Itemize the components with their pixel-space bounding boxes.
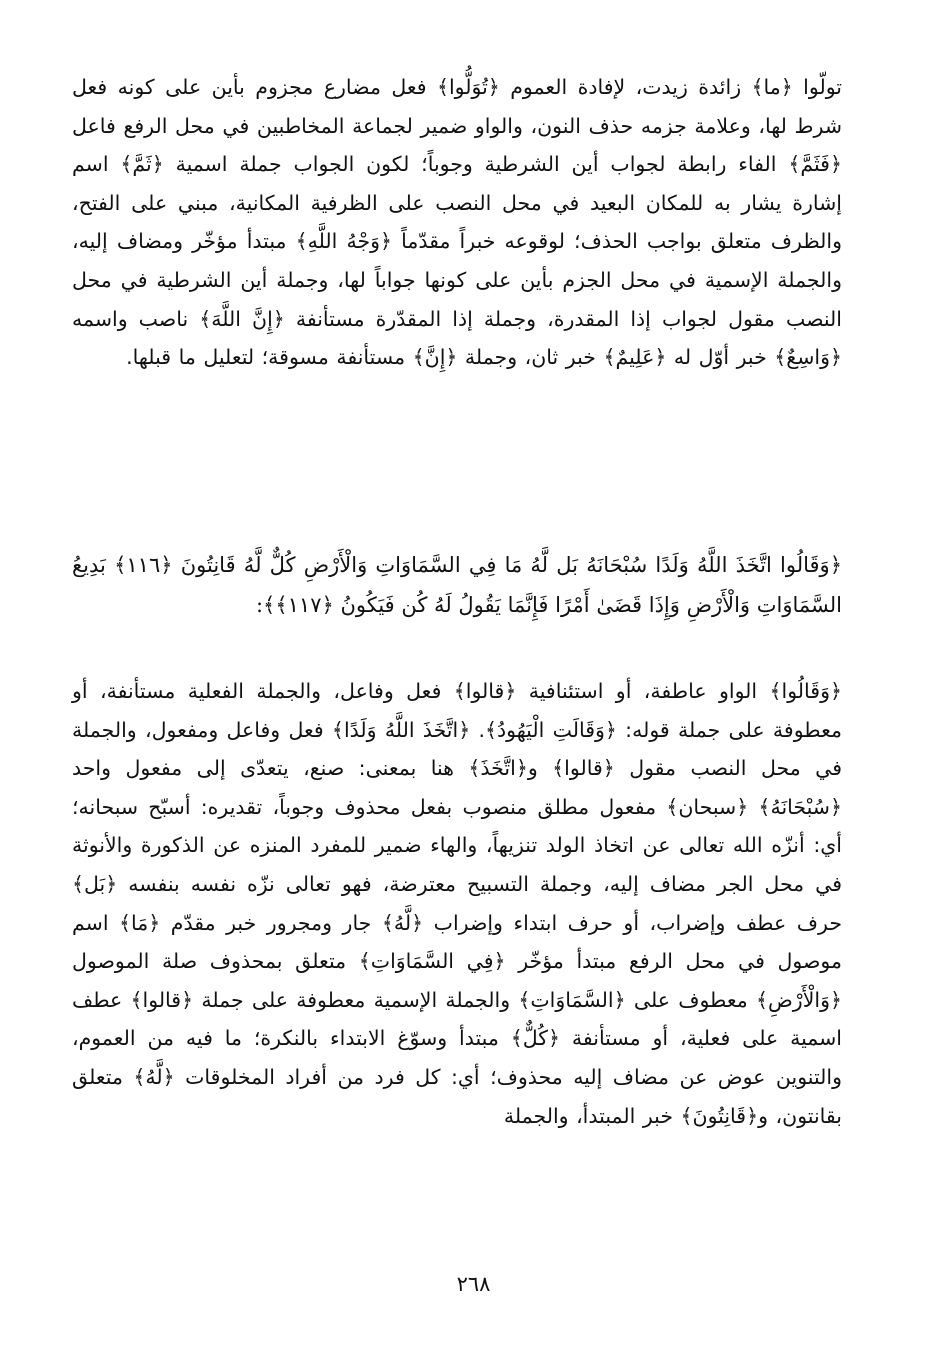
book-page [72, 68, 842, 1318]
commentary-paragraph-1: تولّوا ﴿ما﴾ زائدة زيدت، لإفادة العموم ﴿تُوَلُّوا﴾ فعل مضارع مجزوم بأين على كونه فعل شرط لها، وعلامة جزمه حذف النون، والواو ضمير لجماعة المخاطبين في محل الرفع فاعل ﴿فَثَمَّ﴾ الفاء رابطة لجواب أين الشرطية وجوباً؛ لكون الجواب جملة اسمية ﴿ثَمَّ﴾ اسم إشارة يشار به للمكان البعيد في محل النصب على الظرفية المكانية، مبني على الفتح، والظرف متعلق بواجب الحذف؛ لوقوعه خبراً مقدّماً ﴿وَجْهُ اللَّهِ﴾ مبتدأ مؤخّر ومضاف إليه، والجملة الإسمية في محل الجزم بأين على كونها جواباً لها، وجملة أين الشرطية في محل النصب مقول لجواب إذا المقدرة، وجملة إذا المقدّرة مستأنفة ﴿إِنَّ اللَّهَ﴾ ناصب واسمه ﴿وَاسِعٌ﴾ خبر أوّل له ﴿عَلِيمٌ﴾ خبر ثان، وجملة ﴿إِنَّ﴾ مستأنفة مسوقة؛ لتعليل ما قبلها. [72, 75, 842, 370]
commentary-paragraph-2: ﴿وَقَالُوا﴾ الواو عاطفة، أو استئنافية ﴿قالوا﴾ فعل وفاعل، والجملة الفعلية مستأنفة، أو معطوفة على جملة قوله: ﴿وَقَالَتِ الْيَهُودُ﴾. ﴿اتَّخَذَ اللَّهُ وَلَدًا﴾ فعل وفاعل ومفعول، والجملة في محل النصب مقول ﴿قالوا﴾ و﴿اتَّخَذَ﴾ هنا بمعنى: صنع، يتعدّى إلى مفعول واحد ﴿سُبْحَانَهُ﴾ ﴿سبحان﴾ مفعول مطلق منصوب بفعل محذوف وجوباً، تقديره: أسبّح سبحانه؛ أي: أنزّه الله تعالى عن اتخاذ الولد تنزيهاً، والهاء ضمير للمفرد المنزه عن الذكورة والأنوثة في محل الجر مضاف إليه، وجملة التسبيح معترضة، فهو تعالى نزّه نفسه بنفسه ﴿بَل﴾ حرف عطف وإضراب، أو حرف ابتداء وإضراب ﴿لَّهُ﴾ جار ومجرور خبر مقدّم ﴿مَا﴾ اسم موصول في محل الرفع مبتدأ مؤخّر ﴿فِي السَّمَاوَاتِ﴾ متعلق بمحذوف صلة الموصول ﴿وَالْأَرْضِ﴾ معطوف على ﴿السَّمَاوَاتِ﴾ والجملة الإسمية معطوفة على جملة ﴿قالوا﴾ عطف اسمية على فعلية، أو مستأنفة ﴿كُلٌّ﴾ مبتدأ وسوّغ الابتداء بالنكرة؛ ما فيه من العموم، والتنوين عوض عن مضاف إليه محذوف؛ أي: كل فرد من أفراد المخلوقات ﴿لَّهُ﴾ متعلق بقانتون، و﴿قَانِتُونَ﴾ خبر المبتدأ، والجملة [72, 679, 842, 1128]
page-number: ٢٦٨ [456, 1272, 491, 1296]
quran-verse: ﴿وَقَالُوا اتَّخَذَ اللَّهُ وَلَدًا سُبْحَانَهُ بَل لَّهُ مَا فِي السَّمَاوَاتِ وَالْأَرْضِ كُلٌّ لَّهُ قَانِتُونَ ﴿١١٦﴾ بَدِيعُ السَّمَاوَاتِ وَالْأَرْضِ وَإِذَا قَضَىٰ أَمْرًا فَإِنَّمَا يَقُولُ لَهُ كُن فَيَكُونُ ﴿١١٧﴾﴾: [72, 553, 842, 617]
